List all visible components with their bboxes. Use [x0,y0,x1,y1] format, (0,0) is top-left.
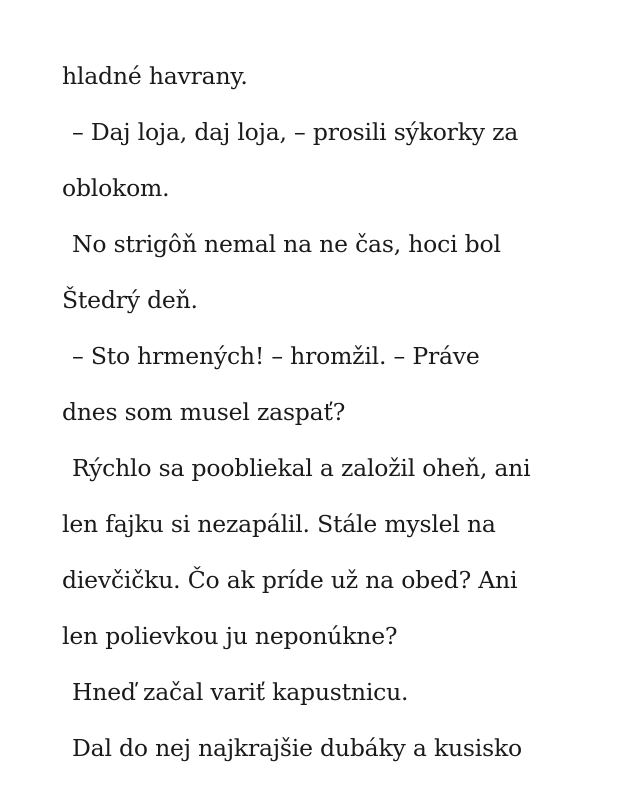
text-line: Rýchlo sa poobliekal a založil oheň, ani [72,454,531,482]
text-line: hladné havrany. [62,62,248,90]
text-line: No strigôň nemal na ne čas, hoci bol [72,230,501,258]
text-line: len polievkou ju neponúkne? [62,622,398,650]
text-line: Dal do nej najkrajšie dubáky a kusisko [72,734,522,762]
text-line: dnes som musel zaspať? [62,398,346,426]
text-line: Štedrý deň. [62,286,198,314]
story-text [62,48,622,776]
text-line: – Sto hrmených! – hromžil. – Práve [72,342,480,370]
text-line: len fajku si nezapálil. Stále myslel na [62,510,496,538]
text-line: Hneď začal variť kapustnicu. [72,678,409,706]
text-line: dievčičku. Čo ak príde už na obed? Ani [62,566,518,594]
text-line: – Daj loja, daj loja, – prosili sýkorky za [72,118,519,146]
text-line: oblokom. [62,174,170,202]
